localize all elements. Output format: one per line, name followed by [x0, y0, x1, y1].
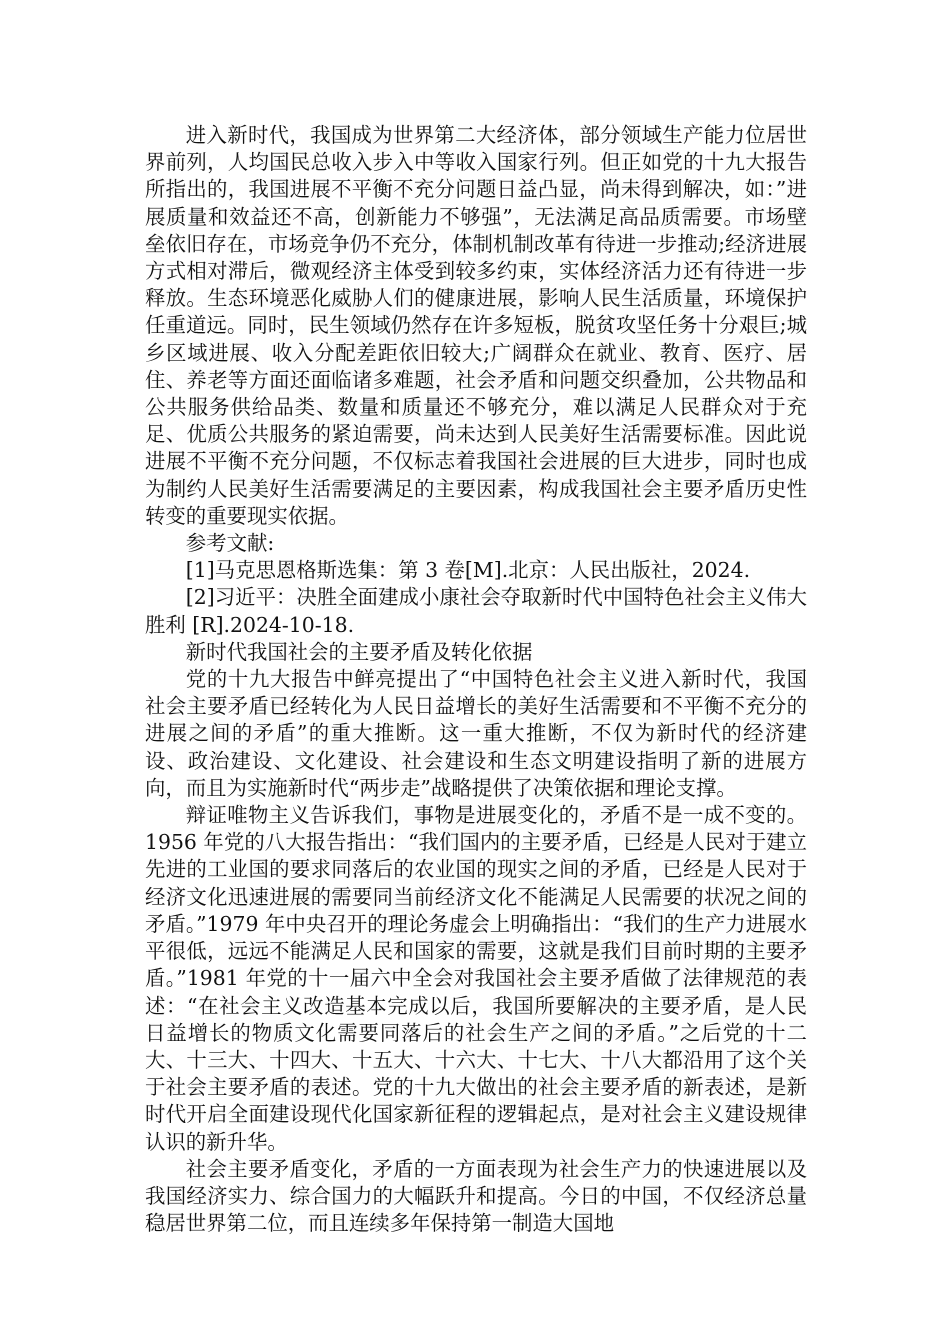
reference-item: [2]习近平：决胜全面建成小康社会夺取新时代中国特色社会主义伟大胜利 [R].2024-10-18.: [145, 585, 807, 637]
references-label: 参考文献:: [185, 531, 275, 556]
body-paragraph: 进入新时代，我国成为世界第二大经济体，部分领域生产能力位居世界前列，人均国民总收入步入中等收入国家行列。但正如党的十九大报告所指出的，我国进展不平衡不充分问题日益凸显，尚未得到解决，如：”进展质量和效益还不高，创新能力不够强”，无法满足高品质需要。市场壁垒依旧存在，市场竞争仍不充分，体制机制改革有待进一步推动;经济进展方式相对滞后，微观经济主体受到较多约束，实体经济活力还有待进一步释放。生态环境恶化威胁人们的健康进展，影响人民生活质量，环境保护任重道远。同时，民生领域仍然存在许多短板，脱贫攻坚任务十分艰巨;城乡区域进展、收入分配差距依旧较大;广阔群众在就业、教育、医疗、居住、养老等方面还面临诸多难题，社会矛盾和问题交织叠加，公共物品和公共服务供给品类、数量和质量还不够充分，难以满足人民群众对于充足、优质公共服务的紧迫需要，尚未达到人民美好生活需要标准。因此说进展不平衡不充分问题，不仅标志着我国社会进展的巨大进步，同时也成为制约人民美好生活需要满足的主要因素，构成我国社会主要矛盾历史性转变的重要现实依据。: [145, 123, 807, 528]
reference-item: [1]马克思恩格斯选集：第 3 卷[M].北京：人民出版社，2024.: [185, 558, 751, 583]
body-paragraph: 辩证唯物主义告诉我们，事物是进展变化的，矛盾不是一成不变的。1956 年党的八大报告指出：“我们国内的主要矛盾，已经是人民对于建立先进的工业国的要求同落后的农业国的现实之间的矛盾，已经是人民对于经济文化迅速进展的需要同当前经济文化不能满足人民需要的状况之间的矛盾。”1979 年中央召开的理论务虚会上明确指出：“我们的生产力进展水平很低，远远不能满足人民和国家的需要，这就是我们目前时期的主要矛盾。”1981 年党的十一届六中全会对我国社会主要矛盾做了法律规范的表述：“在社会主义改造基本完成以后，我国所要解决的主要矛盾，是人民日益增长的物质文化需要同落后的社会生产之间的矛盾。”之后党的十二大、十三大、十四大、十五大、十六大、十七大、十八大都沿用了这个关于社会主要矛盾的表述。党的十九大做出的社会主要矛盾的新表述，是新时代开启全面建设现代化国家新征程的逻辑起点，是对社会主义建设规律认识的新升华。: [145, 803, 807, 1154]
section-title: 新时代我国社会的主要矛盾及转化依据: [185, 639, 533, 664]
document-body: [145, 122, 807, 1237]
body-paragraph: 社会主要矛盾变化，矛盾的一方面表现为社会生产力的快速进展以及我国经济实力、综合国力的大幅跃升和提高。今日的中国，不仅经济总量稳居世界第二位，而且连续多年保持第一制造大国地: [145, 1156, 807, 1236]
body-paragraph: 党的十九大报告中鲜亮提出了“中国特色社会主义进入新时代，我国社会主要矛盾已经转化为人民日益增长的美好生活需要和不平衡不充分的进展之间的矛盾”的重大推断。这一重大推断，不仅为新时代的经济建设、政治建设、文化建设、社会建设和生态文明建设指明了新的进展方向，而且为实施新时代“两步走”战略提供了决策依据和理论支撑。: [145, 667, 807, 800]
